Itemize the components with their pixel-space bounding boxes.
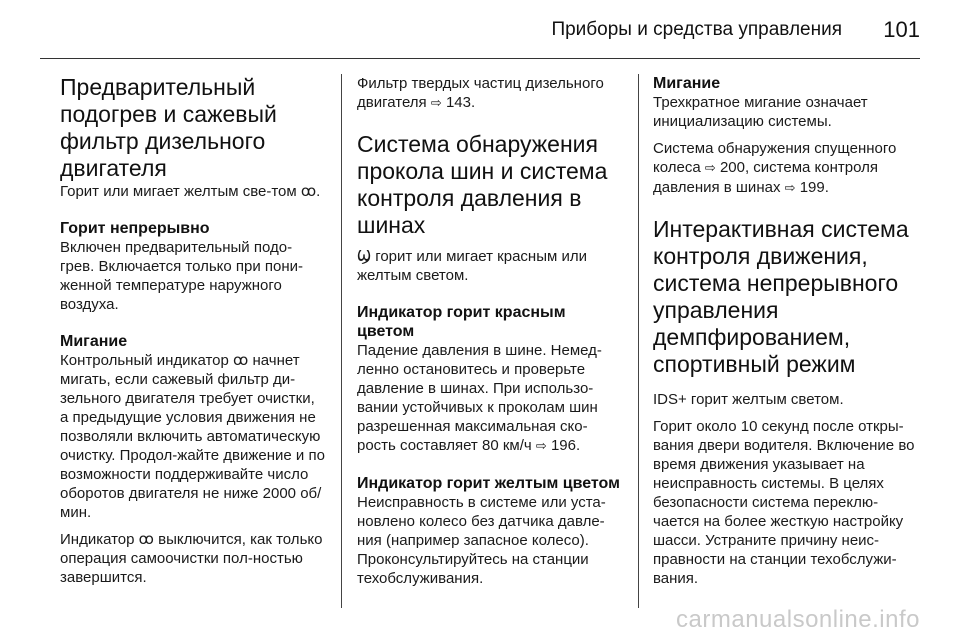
column-divider-1 xyxy=(341,74,342,608)
section-heading-ids: Интерактивная система контроля движения, система непрерывного управления демпфированием, спортивный режим xyxy=(653,216,909,377)
section-intro-tpms: Ϣ горит или мигает красным или желтым светом. xyxy=(357,247,587,284)
section-intro-glow: Горит или мигает желтым све-том ꝏ. xyxy=(60,182,321,200)
section-heading-glow: Предварительный подогрев и сажевый фильтр дизельного двигателя xyxy=(60,74,277,181)
page-header xyxy=(0,0,960,60)
column-3 xyxy=(653,74,919,588)
section-heading-tpms: Система обнаружения прокола шин и система контроля давления в шинах xyxy=(357,131,608,238)
page-title: Приборы и средства управления xyxy=(551,19,842,40)
paragraph-steady: Включен предварительный подо-грев. Включается только при пони-женной температуре наружного воздуха. xyxy=(60,239,304,313)
column-divider-2 xyxy=(638,74,639,608)
subheading-steady: Горит непрерывно xyxy=(60,220,210,237)
page-ref-arrow-icon: ⇨ xyxy=(704,161,716,176)
header-divider xyxy=(40,58,920,59)
glow-plug-icon: ꝏ xyxy=(300,182,317,200)
tire-pressure-icon: Ϣ xyxy=(357,247,372,265)
paragraph-red: Падение давления в шине. Немед-ленно остановитесь и проверьте давление в шинах. При использо-вании устойчивых к проколам шин разрешенная максимальная ско-рость составляет 80 км/ч ⇨ 196. xyxy=(357,342,602,454)
subheading-flashing-tpms: Мигание xyxy=(653,75,721,92)
paragraph-yellow: Неисправность в системе или уста-новлено колесо без датчика давле-ния (например запасное колесо). Проконсультируйтесь на станции техобслуживания. xyxy=(357,494,606,587)
paragraph-ids-detail: Горит около 10 секунд после откры-вания двери водителя. Включение во время движения указывает на неисправность системы. В целях безопасности система переклю-чается на более жесткую настройку шасси. Устраните причину неис-правности на станции техобслужи-вания. xyxy=(653,418,915,587)
column-2 xyxy=(357,74,623,588)
glow-plug-icon: ꝏ xyxy=(233,351,249,369)
paragraph-flashing: Контрольный индикатор ꝏ начнет мигать, если сажевый фильтр ди-зельного двигателя требует очистки, а предыдущие условия движения не позволяли включить автоматическую очистку. Продол-жайте движение и по возможности поддерживайте число оборотов двигателя не ниже 2000 об/мин. xyxy=(60,351,325,521)
subheading-flashing: Мигание xyxy=(60,333,128,350)
page-number: 101 xyxy=(883,17,920,42)
page-ref-arrow-icon: ⇨ xyxy=(430,96,442,111)
subheading-red: Индикатор горит красным цветом xyxy=(357,304,566,340)
page-ref-arrow-icon: ⇨ xyxy=(535,439,547,454)
column-1 xyxy=(60,74,326,587)
watermark: carmanualsonline.info xyxy=(676,606,920,633)
subheading-yellow: Индикатор горит желтым цветом xyxy=(357,475,620,492)
page-ref-arrow-icon: ⇨ xyxy=(784,181,796,196)
paragraph-filter-ref: Фильтр твердых частиц дизельного двигателя ⇨ 143. xyxy=(357,75,604,111)
paragraph-off: Индикатор ꝏ выключится, как только операция самоочистки пол-ностью завершится. xyxy=(60,530,323,586)
paragraph-refs: Система обнаружения спущенного колеса ⇨ 200, система контроля давления в шинах ⇨ 199. xyxy=(653,140,897,196)
glow-plug-icon: ꝏ xyxy=(138,530,154,548)
paragraph-ids-status: IDS+ горит желтым светом. xyxy=(653,391,844,408)
paragraph-init: Трехкратное мигание означает инициализацию системы. xyxy=(653,94,868,130)
